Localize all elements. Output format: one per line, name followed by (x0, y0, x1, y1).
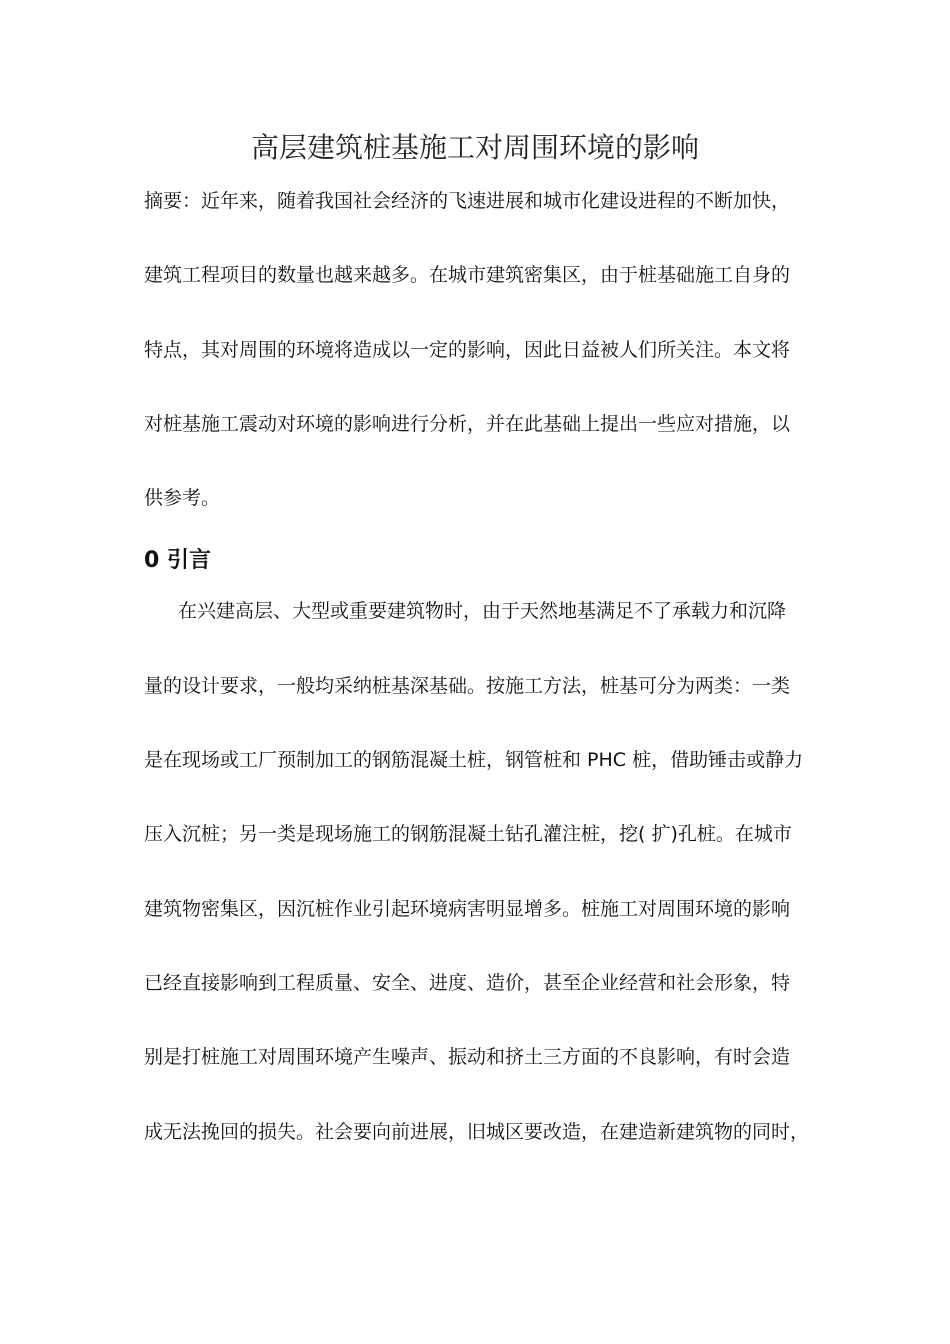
body-line: 成无法挽回的损失。社会要向前进展，旧城区要改造，在建造新建筑物的同时， (144, 1121, 810, 1143)
abstract-line: 供参考。 (144, 487, 221, 509)
abstract-line: 建筑工程项目的数量也越来越多。在城市建筑密集区，由于桩基础施工自身的 (144, 264, 791, 286)
abstract-line: 摘要：近年来，随着我国社会经济的飞速进展和城市化建设进程的不断加快， (144, 190, 791, 212)
abstract-line: 对桩基施工震动对环境的影响进行分析，并在此基础上提出一些应对措施，以 (144, 413, 791, 435)
body-line: 量的设计要求，一般均采纳桩基深基础。按施工方法，桩基可分为两类：一类 (144, 675, 791, 697)
body-line: 建筑物密集区，因沉桩作业引起环境病害明显增多。桩施工对周围环境的影响 (144, 898, 791, 920)
body-line: 别是打桩施工对周围环境产生噪声、振动和挤土三方面的不良影响，有时会造 (144, 1046, 791, 1068)
body-line: 已经直接影响到工程质量、安全、进度、造价，甚至企业经营和社会形象，特 (144, 972, 791, 994)
abstract-line: 特点，其对周围的环境将造成以一定的影响，因此日益被人们所关注。本文将 (144, 339, 791, 361)
body-line: 在兴建高层、大型或重要建筑物时，由于天然地基满足不了承载力和沉降 (178, 600, 787, 622)
section-heading: 0 引言 (144, 548, 211, 573)
body-line: 是在现场或工厂预制加工的钢筋混凝土桩，钢管桩和 PHC 桩，借助锤击或静力 (144, 749, 804, 771)
body-line: 压入沉桩；另一类是现场施工的钢筋混凝土钻孔灌注桩，挖( 扩)孔桩。在城市 (144, 823, 792, 845)
document-title: 高层建筑桩基施工对周围环境的影响 (250, 131, 699, 164)
